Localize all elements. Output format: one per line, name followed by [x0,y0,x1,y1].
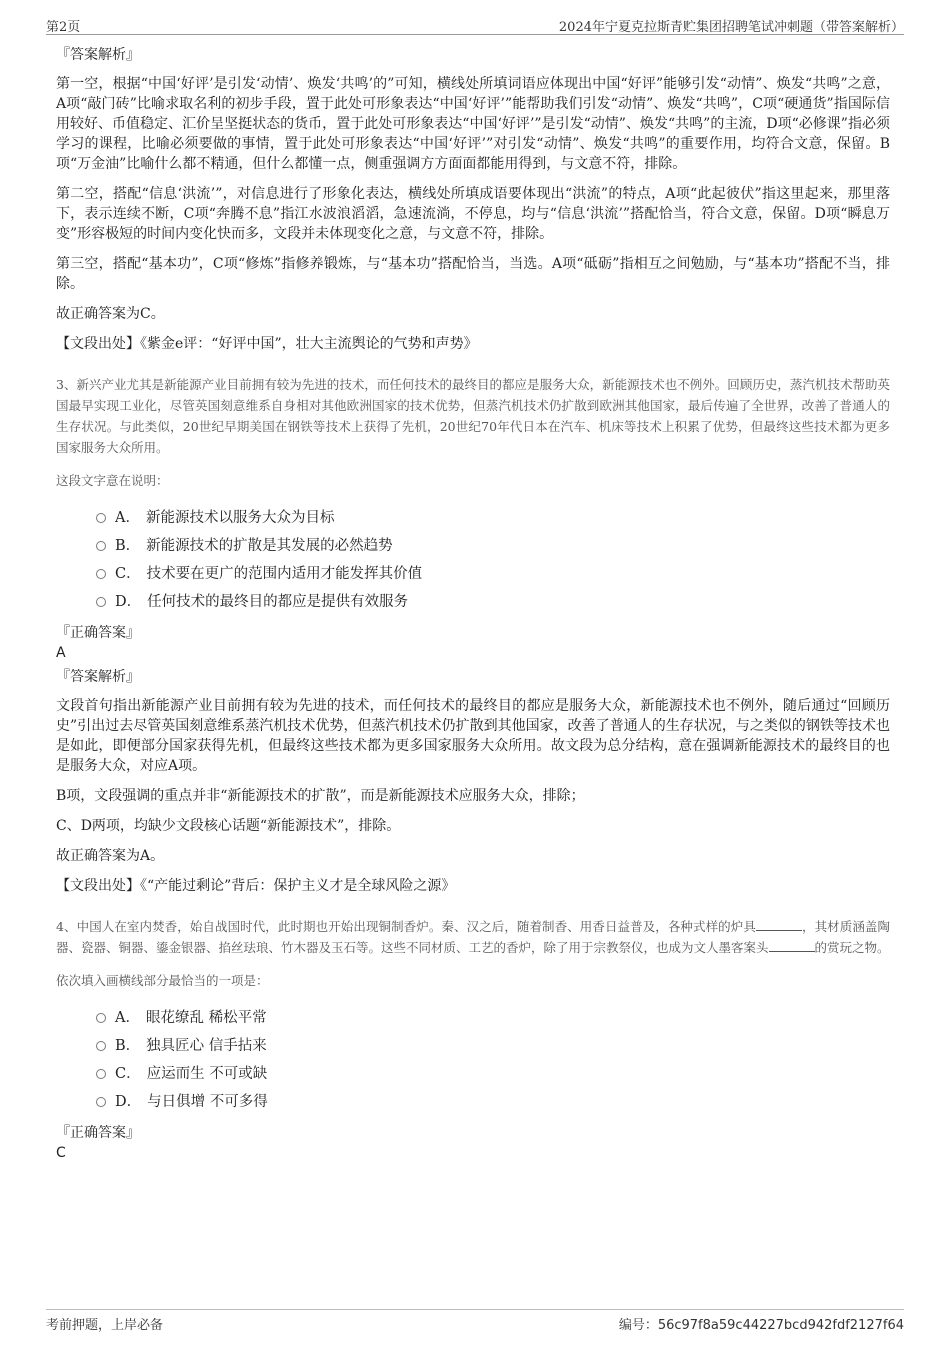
option-text: 新能源技术以服务大众为目标 [145,509,335,526]
option-text: 新能源技术的扩散是其发展的必然趋势 [146,537,393,554]
option-letter: B． [115,537,141,554]
page-footer [46,1309,904,1332]
option-text: 任何技术的最终目的都应是提供有效服务 [147,593,409,610]
option-text: 技术要在更广的范围内适用才能发挥其价值 [146,565,423,582]
option-c[interactable] [96,558,890,586]
option-letter: B． [115,1037,141,1054]
page-number: 第2页 [46,20,81,35]
correct-answer-label: 『正确答案』 [56,1125,140,1141]
option-d[interactable] [96,1086,890,1114]
fill-blank [769,939,815,952]
option-text: 与日俱增 不可多得 [147,1093,268,1110]
option-c[interactable] [96,1058,890,1086]
option-a[interactable] [96,1002,890,1030]
question-text: 3、新兴产业尤其是新能源产业目前拥有较为先进的技术，而任何技术的最终目的都应是服务大众，新能源技术也不例外。回顾历史，蒸汽机技术帮助英国最早实现工业化，尽管英国刻意维系自身相对其他欧洲国家的技术优势，但蒸汽机技术仍扩散到欧洲其他国家，最后传遍了全世界，改善了普通人的生存状况。与此类似，20世纪早期美国在钢铁等技术上获得了先机，20世纪70年代日本在汽车、机床等技术上积累了优势，但最终这些技术都为更多国家服务大众所用。 [56,377,890,455]
radio-icon[interactable] [96,1069,106,1079]
question-text [56,916,890,958]
source-citation: 【文段出处】《紫金e评：“好评中国”，壮大主流舆论的气势和声势》 [56,336,478,352]
radio-icon[interactable] [96,1097,106,1107]
document-id [619,1314,904,1333]
analysis-conclusion: 故正确答案为A。 [56,848,165,864]
question-text-part: ，其材质涵盖陶器、瓷器、铜器、鎏金银器、掐丝珐琅、竹木器及玉石等。这些不同材质、工艺的香炉，除了用于宗教祭仪，也成为文人墨客案头 [56,919,890,955]
correct-answer: A [56,645,66,661]
source-citation: 【文段出处】《“产能过剩论”背后：保护主义才是全球风险之源》 [56,878,456,894]
analysis-paragraph: 第二空，搭配“信息‘洪流’”，对信息进行了形象化表达，横线处所填成语要体现出“洪流”的特点，A项“此起彼伏”指这里起来，那里落下，表示连续不断，C项“奔腾不息”指江水波浪滔滔，急速流淌，不停息，均与“信息‘洪流’”搭配恰当，符合文意，保留。D项“瞬息万变”形容极短的时间内变化快而多，文段并未体现变化之意，与文意不符，排除。 [56,186,890,242]
option-b[interactable] [96,530,890,558]
correct-answer: C [56,1145,66,1161]
question-3 [56,374,890,896]
radio-icon[interactable] [96,569,106,579]
question-text-part: 的赏玩之物。 [814,940,890,955]
document-id-label: 编号： [618,1318,658,1333]
option-letter: D． [115,1093,142,1110]
option-letter: A． [115,509,140,526]
question-prompt: 这段文字意在说明： [56,473,169,488]
document-body [56,44,890,1166]
option-d[interactable] [96,586,890,614]
document-id-value: 56c97f8a59c44227bcd942fdf2127f64 [657,1318,904,1333]
analysis-paragraph: B项，文段强调的重点并非“新能源技术的扩散”，而是新能源技术应服务大众，排除； [56,788,585,804]
document-title: 2024年宁夏克拉斯青贮集团招聘笔试冲刺题（带答案解析） [558,20,904,35]
page-header [46,14,904,35]
option-letter: C． [115,1065,141,1082]
analysis-label: 『答案解析』 [56,669,140,685]
question-text-part: 4、中国人在室内焚香，始自战国时代，此时期也开始出现铜制香炉。秦、汉之后，随着制香、用香日益普及，各种式样的炉具 [56,919,756,934]
analysis-paragraph: 第一空，根据“中国‘好评’是引发‘动情’、焕发‘共鸣’的”可知，横线处所填词语应体现出中国“好评”能够引发“动情”、焕发“共鸣”之意，A项“敲门砖”比喻求取名利的初步手段，置于此处可形象表达“中国‘好评’”能帮助我们引发“动情”、焕发“共鸣”，C项“硬通货”指国际信用较好、币值稳定、汇价呈坚挺状态的货币，置于此处可形象表达“中国‘好评’”是引发“动情”、焕发“共鸣”的主流，D项“必修课”指必须学习的课程，比喻必须要做的事情，置于此处可形象表达“中国‘好评’”对引发“动情”、焕发“共鸣”的重要作用，均符合文意，保留。B项“万金油”比喻什么都不精通，但什么都懂一点，侧重强调方方面面都能用得到，与文意不符，排除。 [56,76,890,172]
analysis-conclusion: 故正确答案为C。 [56,306,165,322]
footer-slogan: 考前押题，上岸必备 [46,1318,164,1333]
radio-icon[interactable] [96,597,106,607]
option-a[interactable] [96,502,890,530]
analysis-paragraph: 文段首句指出新能源产业目前拥有较为先进的技术，而任何技术的最终目的都应是服务大众，新能源技术也不例外，随后通过“回顾历史”引出过去尽管英国刻意维系蒸汽机技术优势，但蒸汽机技术仍扩散到其他国家，改善了普通人的生存状况，与之类似的钢铁等技术也是如此，即便部分国家获得先机，但最终这些技术都为更多国家服务大众所用。故文段为总分结构，意在强调新能源技术的最终目的也是服务大众，对应A项。 [56,698,890,774]
option-letter: A． [115,1009,140,1026]
option-b[interactable] [96,1030,890,1058]
analysis-label: 『答案解析』 [56,47,140,63]
question-4 [56,916,890,1162]
option-letter: C． [115,565,141,582]
radio-icon[interactable] [96,1013,106,1023]
radio-icon[interactable] [96,541,106,551]
option-letter: D． [115,593,142,610]
fill-blank [756,918,802,931]
option-text: 眼花缭乱 稀松平常 [145,1009,267,1026]
question-prompt: 依次填入画横线部分最恰当的一项是： [56,973,269,988]
radio-icon[interactable] [96,1041,106,1051]
analysis-paragraph: C、D两项，均缺少文段核心话题“新能源技术”，排除。 [56,818,401,834]
analysis-paragraph: 第三空，搭配“基本功”，C项“修炼”指修养锻炼，与“基本功”搭配恰当，当选。A项“砥砺”指相互之间勉励，与“基本功”搭配不当，排除。 [56,256,890,292]
option-text: 独具匠心 信手拈来 [146,1037,267,1054]
radio-icon[interactable] [96,513,106,523]
option-text: 应运而生 不可或缺 [146,1065,268,1082]
correct-answer-label: 『正确答案』 [56,625,140,641]
